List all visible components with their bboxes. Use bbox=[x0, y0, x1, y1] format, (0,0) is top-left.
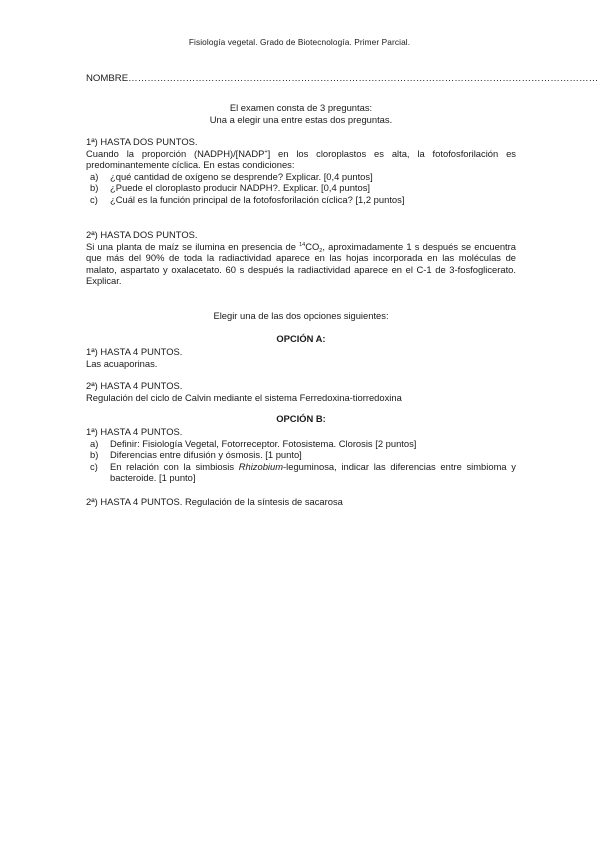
item-mark: b) bbox=[90, 182, 99, 194]
item-text: ¿Cuál es la función principal de la fotofosforilación cíclica? [1,2 puntos] bbox=[110, 193, 405, 205]
q2-co: CO bbox=[305, 240, 320, 252]
item-text: ¿Puede el cloroplasto producir NADPH?. Explicar. [0,4 puntos] bbox=[110, 182, 371, 194]
q2-text-a: Si una planta de maíz se ilumina en presencia de bbox=[86, 240, 300, 252]
q2-co-sub: 2 bbox=[319, 247, 323, 254]
option-b-item-a bbox=[86, 438, 516, 450]
item-text: Diferencias entre difusión y ósmosis. [1 punto] bbox=[110, 449, 302, 461]
exam-intro bbox=[86, 102, 516, 125]
q1-text-sup: + bbox=[264, 148, 268, 155]
option-a-q2-heading: 2ª) HASTA 4 PUNTOS. bbox=[86, 380, 183, 391]
q1-text-a: Cuando la proporción (NADPH)/[NADP bbox=[86, 147, 265, 159]
item-mark: c) bbox=[90, 193, 98, 205]
option-b-title: OPCIÓN B: bbox=[276, 413, 326, 424]
item-mark: a) bbox=[90, 170, 99, 182]
option-b-question-2: 2ª) HASTA 4 PUNTOS. Regulación de la síntesis de sacarosa bbox=[86, 496, 343, 507]
option-a-q1-text: Las acuaporinas. bbox=[86, 357, 158, 369]
option-a-q1-heading: 1ª) HASTA 4 PUNTOS. bbox=[86, 346, 183, 357]
intro-line-2: Una a elegir una entre estas dos preguntas. bbox=[209, 113, 393, 125]
name-field[interactable] bbox=[86, 73, 599, 84]
item-mark: a) bbox=[90, 437, 99, 449]
option-a-q2-text: Regulación del ciclo de Calvin mediante el sistema Ferredoxina-tiorredoxina bbox=[86, 391, 402, 403]
question-1-item-a bbox=[86, 171, 516, 183]
question-1-text bbox=[86, 148, 516, 171]
item-text-italic: Rhizobium bbox=[238, 460, 284, 472]
q2-isotope: 14 bbox=[299, 241, 306, 248]
item-text-pre: En relación con la simbiosis bbox=[110, 460, 239, 472]
q2-text-b: , aproximadamente 1 s después se encuentra que más del 90% de toda la radiactividad aparece en las hojas incorporada en las moléculas de malato, aspartato y oxalacetato. 60 s después la radiactividad aparece en el C-1 de 3-fosfoglicerato. Explicar. bbox=[86, 240, 516, 287]
item-mark: c) bbox=[90, 460, 98, 472]
question-2-text bbox=[86, 241, 516, 287]
page-header: Fisiología vegetal. Grado de Biotecnología. Primer Parcial. bbox=[188, 37, 411, 47]
option-a-title: OPCIÓN A: bbox=[276, 333, 326, 344]
option-b-question-1 bbox=[86, 426, 516, 484]
item-text: ¿qué cantidad de oxígeno se desprende? Explicar. [0,4 puntos] bbox=[110, 170, 373, 182]
question-1 bbox=[86, 136, 516, 206]
question-2-heading: 2ª) HASTA DOS PUNTOS. bbox=[86, 229, 198, 240]
option-b-q1-heading: 1ª) HASTA 4 PUNTOS. bbox=[86, 426, 183, 437]
item-text-post: -leguminosa, indicar las diferencias entre simbioma y bacteroide. [1 punto] bbox=[110, 460, 516, 484]
q1-text-b: ] en los cloroplastos es alta, la fotofosforilación es predominantemente cíclica. En estas condiciones: bbox=[86, 147, 516, 171]
intro-line-1: El examen consta de 3 preguntas: bbox=[229, 102, 373, 113]
option-b-item-c bbox=[86, 461, 516, 484]
option-a-question-1 bbox=[86, 346, 516, 369]
name-label: NOMBRE bbox=[86, 73, 129, 84]
item-text: Definir: Fisiología Vegetal, Fotorreceptor. Fotosistema. Clorosis [2 puntos] bbox=[110, 437, 417, 449]
name-dots: ………………………………………………………………………………………………………………………………… bbox=[128, 73, 599, 84]
option-a-question-2 bbox=[86, 380, 516, 403]
question-1-heading: 1ª) HASTA DOS PUNTOS. bbox=[86, 136, 198, 147]
question-1-item-c bbox=[86, 194, 516, 206]
option-b-item-b bbox=[86, 449, 516, 461]
question-1-item-b bbox=[86, 182, 516, 194]
question-2 bbox=[86, 229, 516, 287]
item-mark: b) bbox=[90, 449, 99, 461]
choose-instruction: Elegir una de las dos opciones siguientes: bbox=[213, 310, 389, 321]
